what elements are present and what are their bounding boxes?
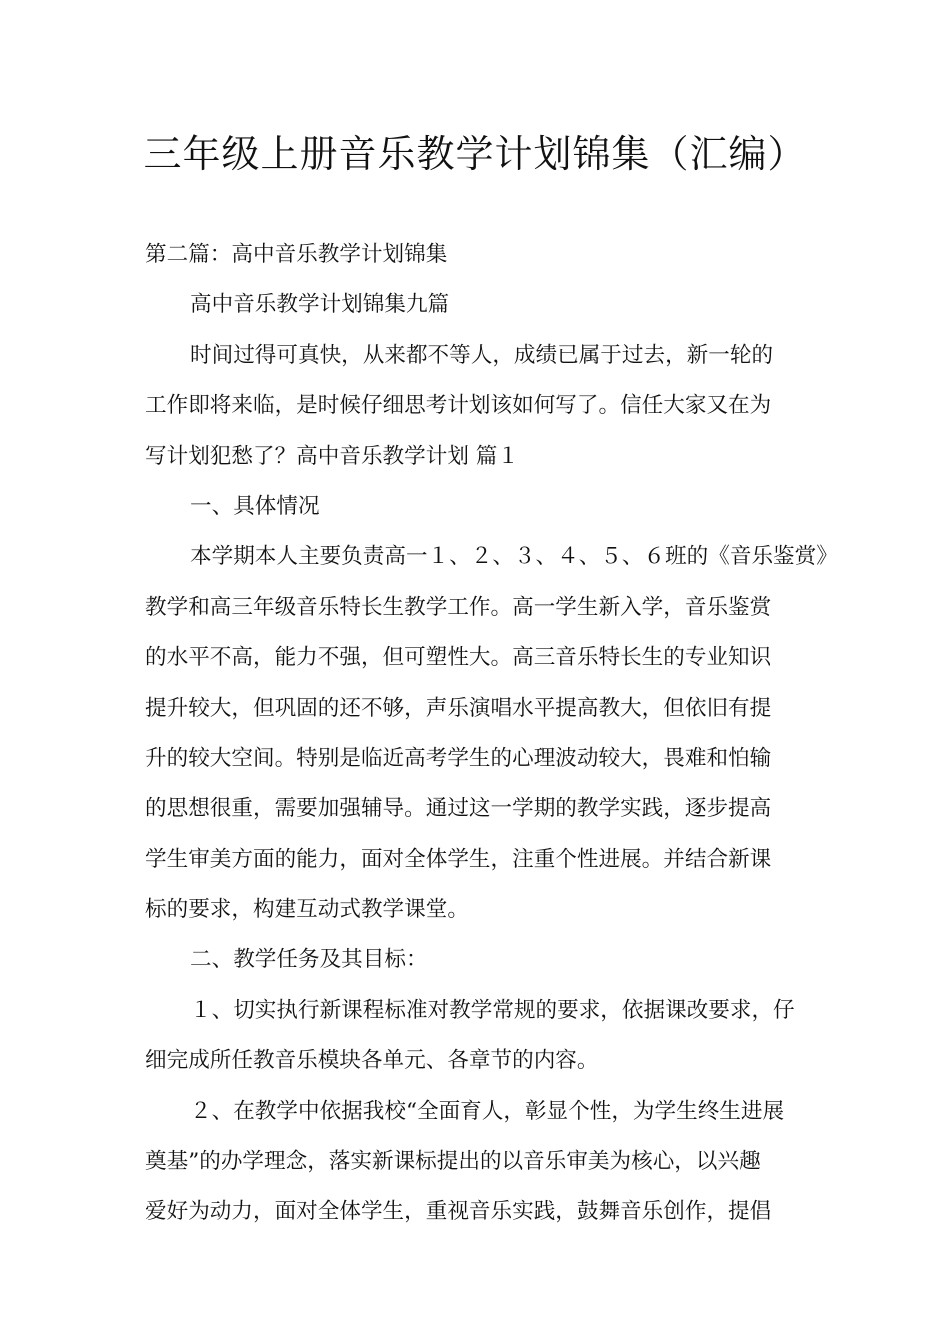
body-line: 细完成所任教音乐模块各单元、各章节的内容。 (145, 1048, 599, 1074)
body-line: 二、教学任务及其目标： (190, 947, 428, 973)
body-line: 第二篇：高中音乐教学计划锦集 (145, 242, 448, 267)
body-line: １、切实执行新课程标准对教学常规的要求，依据课改要求，仔 (190, 997, 795, 1023)
body-line: 写计划犯愁了？高中音乐教学计划 篇１ (145, 443, 519, 469)
body-line: 本学期本人主要负责高一１、２、３、４、５、６班的《音乐鉴赏》 (190, 544, 838, 570)
body-line: 的水平不高，能力不强，但可塑性大。高三音乐特长生的专业知识 (145, 645, 772, 671)
document-title: 三年级上册音乐教学计划锦集（汇编） (143, 132, 807, 176)
body-line: 教学和高三年级音乐特长生教学工作。高一学生新入学，音乐鉴赏 (145, 594, 772, 620)
body-line: 升的较大空间。特别是临近高考学生的心理波动较大，畏难和怕输 (145, 745, 772, 771)
body-line: 爱好为动力，面对全体学生，重视音乐实践，鼓舞音乐创作，提倡 (145, 1199, 772, 1225)
body-line: 提升较大，但巩固的还不够，声乐演唱水平提高教大，但依旧有提 (145, 695, 772, 721)
body-line: 的思想很重，需要加强辅导。通过这一学期的教学实践，逐步提高 (145, 796, 772, 822)
body-line: 标的要求，构建互动式教学课堂。 (145, 897, 469, 923)
body-line: 奠基”的办学理念，落实新课标提出的以音乐审美为核心，以兴趣 (145, 1149, 761, 1175)
body-line: 时间过得可真快，从来都不等人，成绩已属于过去，新一轮的 (190, 342, 774, 368)
body-line: ２、在教学中依据我校“全面育人，彰显个性，为学生终生进展 (190, 1098, 785, 1124)
body-line: 一、具体情况 (190, 493, 320, 519)
body-line: 学生审美方面的能力，面对全体学生，注重个性进展。并结合新课 (145, 846, 772, 872)
document-body (145, 230, 838, 1238)
body-line: 高中音乐教学计划锦集九篇 (190, 292, 450, 318)
body-line: 工作即将来临，是时候仔细思考计划该如何写了。信任大家又在为 (145, 393, 772, 419)
